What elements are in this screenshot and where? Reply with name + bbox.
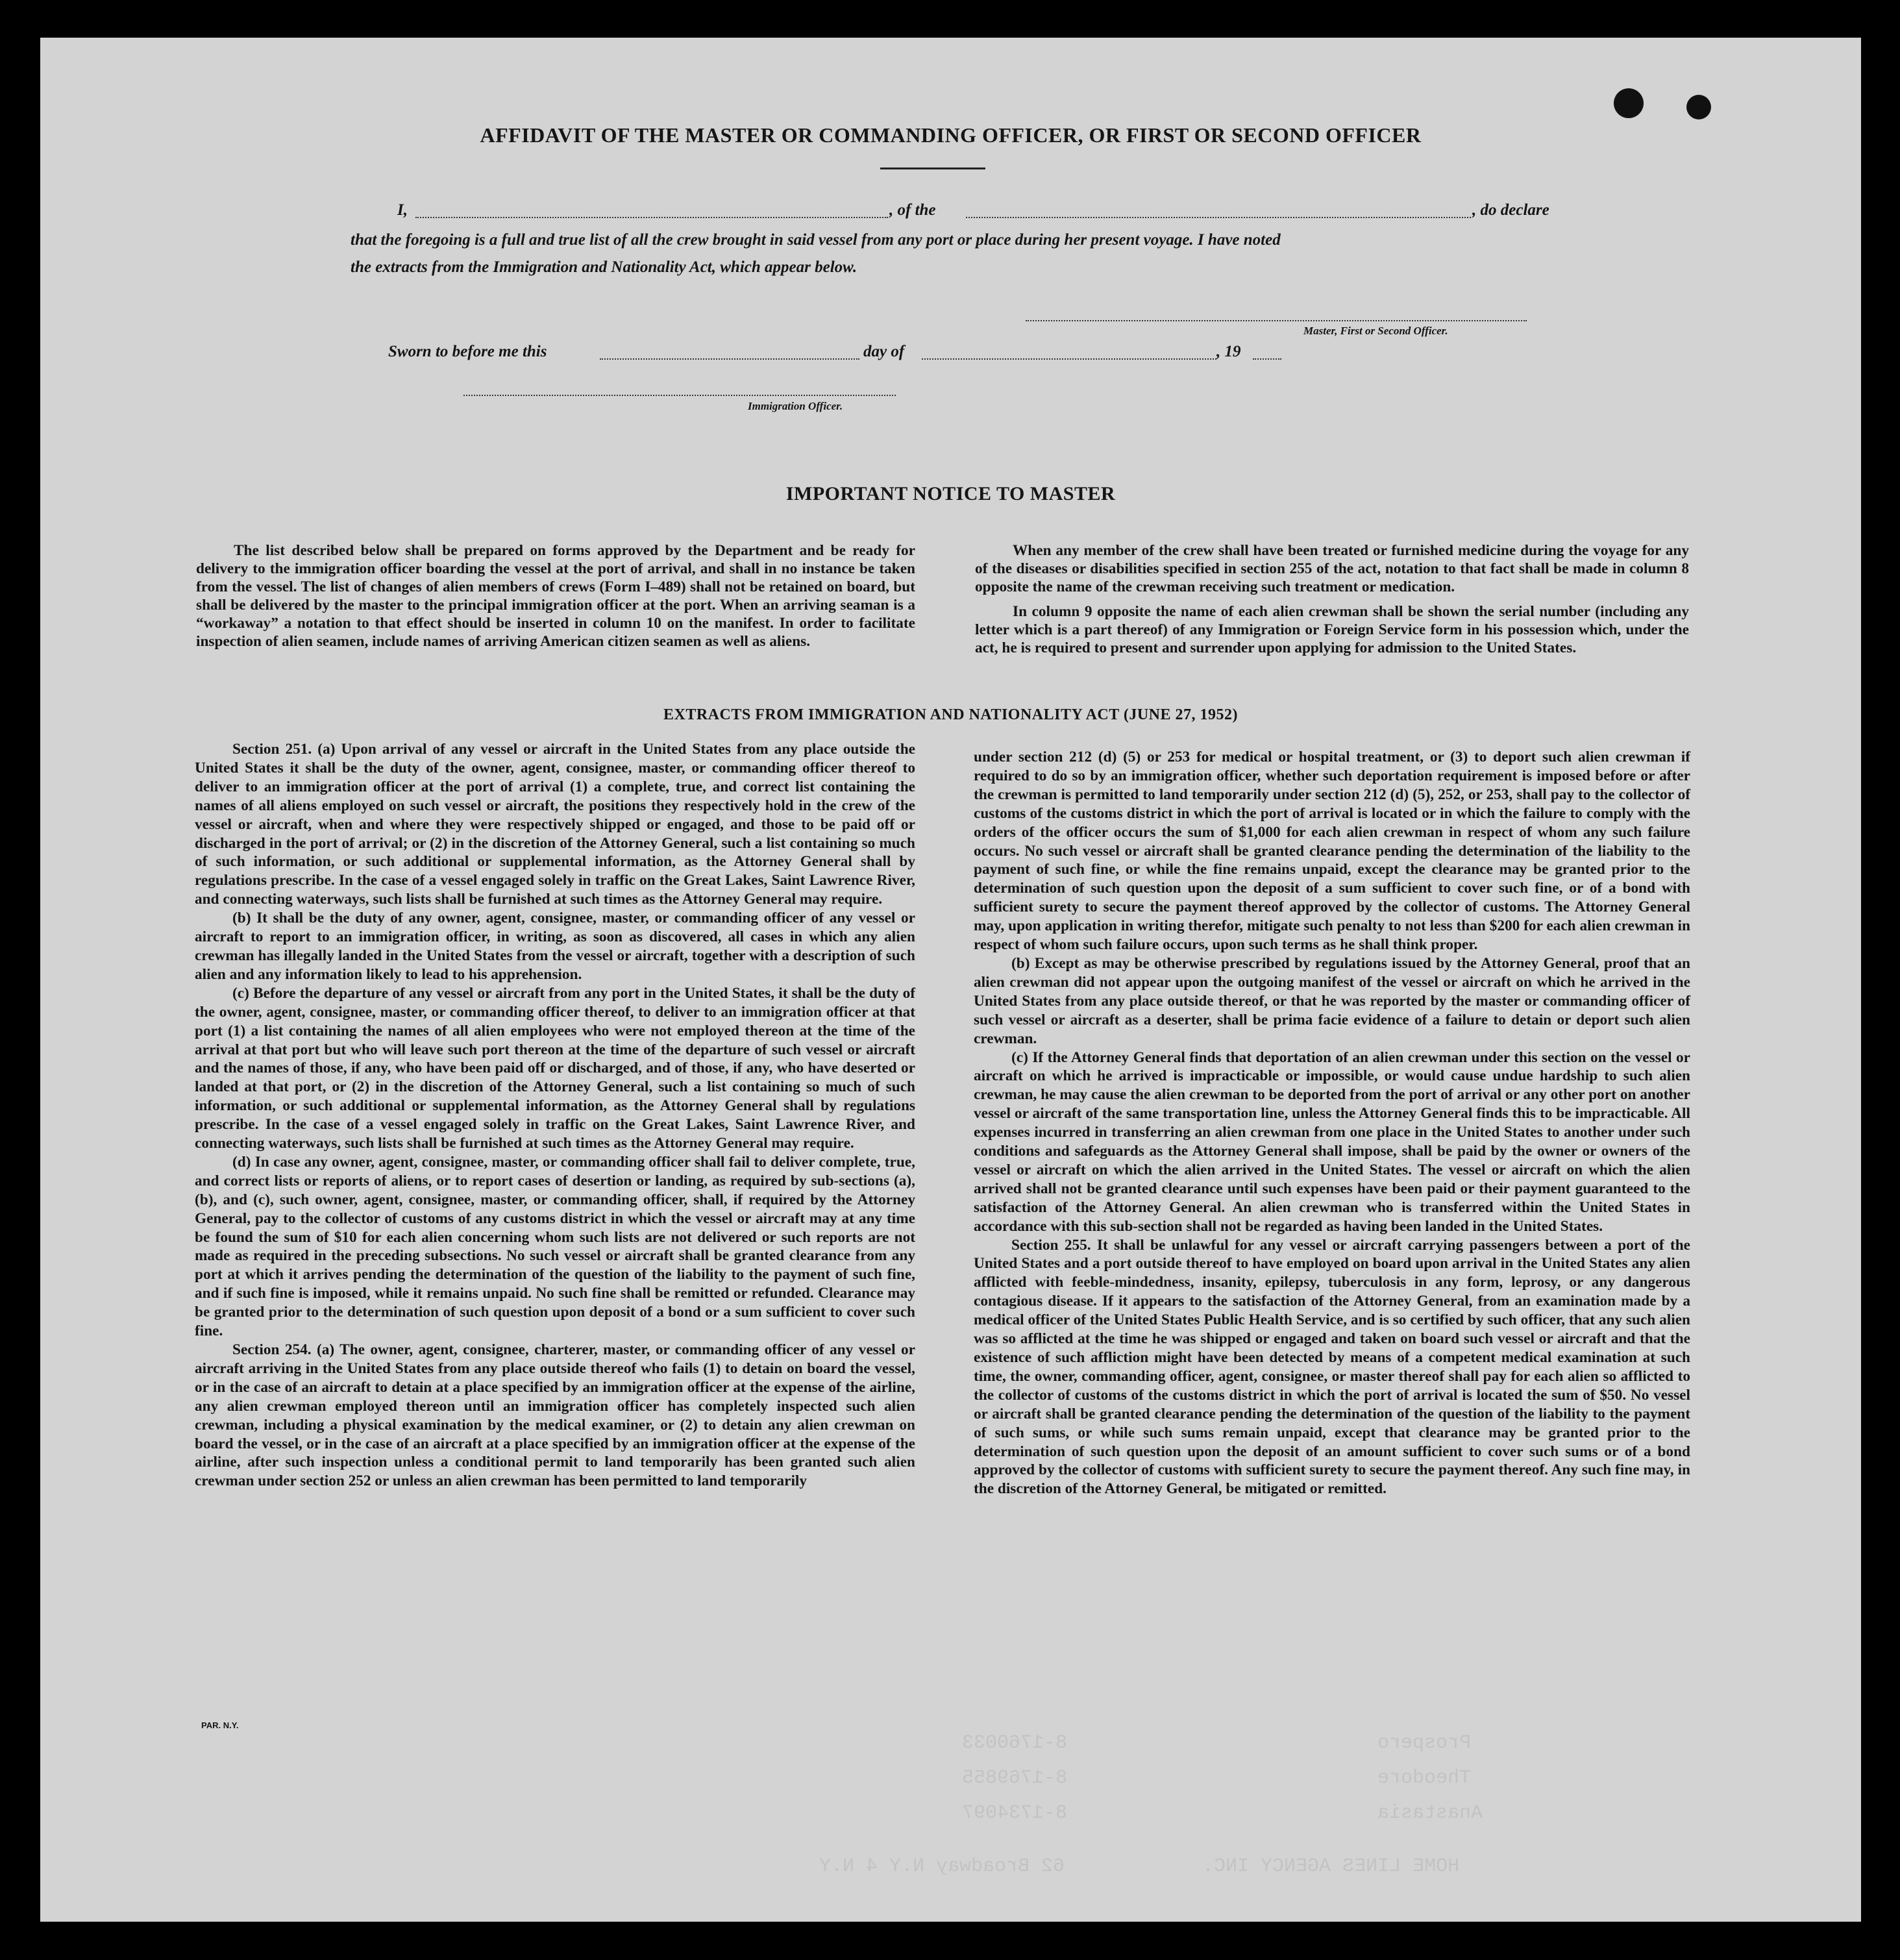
affidavit-title: AFFIDAVIT OF THE MASTER OR COMMANDING OFFICER, OR FIRST OR SECOND OFFICER	[480, 123, 1422, 147]
affidavit-name-field[interactable]	[415, 217, 888, 218]
affidavit-vessel-field[interactable]	[966, 217, 1471, 218]
form-page	[40, 38, 1861, 1922]
bleed-through-text: 8-1760033	[962, 1732, 1068, 1754]
extract-paragraph: (b) Except as may be otherwise prescribed by regulations issued by the Attorney General, proof that an alien crewman did not appear upon the outgoing manifest of the vessel or aircraft on which he arrived in the United States from any place outside thereof, or that he was reported by the master or commanding officer of such vessel or aircraft as a deserter, shall be prima facie evidence of a failure to detain or deport such alien crewman.	[974, 954, 1690, 1047]
bleed-through-text: HOME LINES AGENCY INC.	[1202, 1855, 1460, 1878]
sworn-year-field[interactable]	[1253, 358, 1281, 360]
printer-mark: PAR. N.Y.	[201, 1720, 239, 1730]
extract-paragraph: under section 212 (d) (5) or 253 for medical or hospital treatment, or (3) to deport such alien crewman if required to do so by an immigration officer, whether such deportation requirement is imposed before or after the crewman is permitted to land temporarily under section 212 (d) (5), 252, or 253, shall pay to the collector of customs of the customs district in which the port of arrival is located or in which the failure to comply with the orders of the officer occurs the sum of $1,000 for each alien crewman in respect of whom any such failure occurs. No such vessel or aircraft shall be granted clearance pending the determination of the liability to the payment of such fine, or while the fine remains unpaid, except the clearance may be granted prior to the determination of such question upon the deposit of a sum sufficient to cover such fine, or of a bond with sufficient surety to secure the payment thereof approved by the collector of customs. The Attorney General may, upon application in writing therefor, mitigate such penalty to not less than $200 for each alien crewman in respect of whom such failure occurs, upon such terms as he shall think proper.	[974, 749, 1690, 954]
notice-paragraph: The list described below shall be prepared on forms approved by the Department and be ready for delivery to the immigration officer boarding the vessel at the port of arrival, and shall in no instance be taken from the vessel. The list of changes of alien members of crews (Form I–489) shall not be retained on board, but shall be delivered by the master to the principal immigration officer at the port. When an arriving seaman is a “workaway” a notation to that effect should be inserted in column 10 on the manifest. In order to facilitate inspection of alien seamen, include names of arriving American citizen seamen as well as aliens.	[196, 542, 915, 650]
sworn-month-field[interactable]	[922, 358, 1216, 360]
extract-paragraph: (b) It shall be the duty of any owner, agent, consignee, master, or commanding officer of any vessel or aircraft to report to an immigration officer, in writing, as soon as discovered, all cases in which any alien crewman has illegally landed in the United States from the vessel or aircraft, together with a description of such alien and any information likely to lead to his apprehension.	[195, 910, 915, 983]
affidavit-line3: the extracts from the Immigration and Nationality Act, which appear below.	[351, 258, 857, 276]
extract-paragraph: Section 255. It shall be unlawful for any vessel or aircraft carrying passengers between a port of the United States and a port outside thereof to have employed on board upon arrival in the United States any alien afflicted with feeble-mindedness, insanity, epilepsy, tuberculosis in any form, leprosy, or any dangerous contagious disease. If it appears to the satisfaction of the Attorney General, from an examination made by a medical officer of the United States Public Health Service, and is so certified by such officer, that any such alien was so afflicted at the time he was shipped or engaged and taken on board such vessel or aircraft and that the existence of such affliction might have been detected by means of a competent medical examination at such time, the owner, commanding officer, agent, consignee, or master thereof shall pay for each alien so afflicted to the collector of customs of the customs district in which the port of arrival is located the sum of $50. No vessel or aircraft shall be granted clearance pending the determination of the question of the liability to the payment of such sums, or while such sums remain unpaid, except that clearance may be granted prior to the determination of such question upon the deposit of an amount sufficient to cover such sums or of a bond approved by the collector of customs with sufficient surety to secure the payment thereof. Any such fine may, in the discretion of the Attorney General, be mitigated or remitted.	[974, 1236, 1690, 1498]
extract-paragraph: (c) Before the departure of any vessel or aircraft from any port in the United States, it shall be the duty of the owner, agent, consignee, master, or commanding officer thereof, to deliver to an immigration officer at that port (1) a list containing the names of all alien employees who were not employed thereon at the time of the arrival at that port but who will leave such port thereon at the time of the departure of such vessel or aircraft and the names of those, if any, who have been paid off or discharged, and of those, if any, who have deserted or landed at that port, or (2) in the discretion of the Attorney General, such a list containing so much of such information, or such additional or supplemental information, as the Attorney General shall by regulations prescribe. In the case of a vessel engaged solely in traffic on the Great Lakes, Saint Lawrence River, and connecting waterways, such lists shall be furnished at such times as the Attorney General may require.	[195, 984, 915, 1152]
bleed-through-text: Prospero	[1377, 1732, 1472, 1754]
extract-paragraph: Section 254. (a) The owner, agent, consignee, charterer, master, or commanding officer of any vessel or aircraft arriving in the United States from any place outside thereof who fails (1) to detain on board the vessel, or in the case of an aircraft to detain at a place specified by an immigration officer at the expense of the airline, any alien crewman employed thereon until an immigration officer has completely inspected such alien crewman, including a physical examination by the medical examiner, or (2) to detain any alien crewman on board the vessel, or in the case of an aircraft at a place specified by an immigration officer at the expense of the airline, after such inspection unless a conditional permit to land temporarily has been granted such alien crewman under section 252 or unless an alien crewman has been permitted to land temporarily	[195, 1341, 915, 1490]
immigration-officer-signature-field[interactable]	[463, 395, 896, 396]
extract-paragraph: Section 251. (a) Upon arrival of any vessel or aircraft in the United States from any place outside the United States it shall be the duty of the owner, agent, consignee, master, or commanding officer thereof to deliver to an immigration officer at the port of arrival (1) a complete, true, and correct list containing the names of all aliens employed on such vessel or aircraft, the positions they respectively hold in the crew of the vessel or aircraft, when and where they were respectively shipped or engaged, and those to be paid off or discharged in the port of arrival; or (2) in the discretion of the Attorney General, such a list containing so much of such information, or such additional or supplemental information, as the Attorney General shall by regulations prescribe. In the case of a vessel engaged solely in traffic on the Great Lakes, Saint Lawrence River, and connecting waterways, such lists shall be furnished at such times as the Attorney General may require.	[195, 741, 915, 908]
notice-paragraph: When any member of the crew shall have been treated or furnished medicine during the voyage for any of the diseases or disabilities specified in section 255 of the act, notation to that fact shall be made in column 8 opposite the name of the crewman receiving such treatment or medication.	[975, 542, 1689, 595]
master-signature-label: Master, First or Second Officer.	[1303, 325, 1448, 337]
master-signature-field[interactable]	[1026, 320, 1527, 321]
extracts-right-column	[974, 748, 1690, 1498]
affidavit-line2: that the foregoing is a full and true list of all the crew brought in said vessel from any port or place during her present voyage. I have noted	[351, 231, 1281, 249]
bleed-through-text: 8-1769855	[962, 1767, 1068, 1789]
punch-hole-right	[1686, 95, 1711, 119]
bleed-through-text: Theodore	[1377, 1767, 1472, 1789]
year-prefix-label: , 19	[1216, 343, 1241, 360]
bleed-through-text: 62 Broadway N.Y 4 N.Y	[819, 1855, 1065, 1878]
notice-title: IMPORTANT NOTICE TO MASTER	[785, 483, 1116, 504]
affidavit-declare-label: , do declare	[1472, 201, 1549, 219]
extract-paragraph: (d) In case any owner, agent, consignee, master, or commanding officer shall fail to deliver complete, true, and correct lists or reports of aliens, or to report cases of desertion or landing, as required by sub-sections (a), (b), and (c), such owner, agent, consignee, master, or commanding officer, shall, if required by the Attorney General, pay to the collector of customs of any customs district in which the vessel or aircraft may at any time be found the sum of $10 for each alien concerning whom such lists are not delivered or such reports are not made as required in the preceding subsections. No such vessel or aircraft shall be granted clearance from any port at which it arrives pending the determination of the question of the liability to the payment of such fine, and if such fine is imposed, while it remains unpaid. No such fine shall be remitted or refunded. Clearance may be granted prior to the determination of such question upon deposit of a bond or a sum sufficient to cover such fine.	[195, 1153, 915, 1340]
affidavit-of-the-label: , of the	[889, 201, 936, 219]
punch-hole-left	[1614, 88, 1644, 118]
notice-right-column	[975, 541, 1689, 657]
extracts-left-column	[195, 740, 915, 1491]
extracts-title: EXTRACTS FROM IMMIGRATION AND NATIONALITY ACT (JUNE 27, 1952)	[663, 706, 1238, 723]
sworn-day-field[interactable]	[600, 358, 859, 360]
notice-paragraph: In column 9 opposite the name of each alien crewman shall be shown the serial number (including any letter which is a part thereof) of any Immigration or Foreign Service form in his possession which, under the act, he is required to present and surrender upon applying for admission to the United States.	[975, 603, 1689, 656]
bleed-through-text: Anastasia	[1377, 1802, 1483, 1824]
immigration-officer-label: Immigration Officer.	[748, 400, 843, 412]
bleed-through-text: 8-1734097	[962, 1802, 1068, 1824]
extract-paragraph: (c) If the Attorney General finds that deportation of an alien crewman under this section on the vessel or aircraft on which he arrived is impracticable or impossible, or would cause undue hardship to such alien crewman, he may cause the alien crewman to be deported from the port of arrival or any other port on another vessel or aircraft of the same transportation line, unless the Attorney General finds this to be impracticable. All expenses incurred in transferring an alien crewman from one place in the United States to another under such conditions and safeguards as the Attorney General shall impose, shall be paid by the owner or owners of the vessel or aircraft on which the alien arrived in the United States. The vessel or aircraft on which the alien arrived shall not be granted clearance until such expenses have been paid or their payment guaranteed to the satisfaction of the Attorney General. An alien crewman who is transferred within the United States in accordance with this sub-section shall not be regarded as having been landed in the United States.	[974, 1048, 1690, 1235]
affidavit-title-rule	[880, 167, 985, 169]
day-of-label: day of	[863, 343, 905, 360]
sworn-label: Sworn to before me this	[388, 343, 547, 360]
notice-left-column	[196, 541, 915, 651]
affidavit-i-label: I,	[397, 201, 408, 219]
